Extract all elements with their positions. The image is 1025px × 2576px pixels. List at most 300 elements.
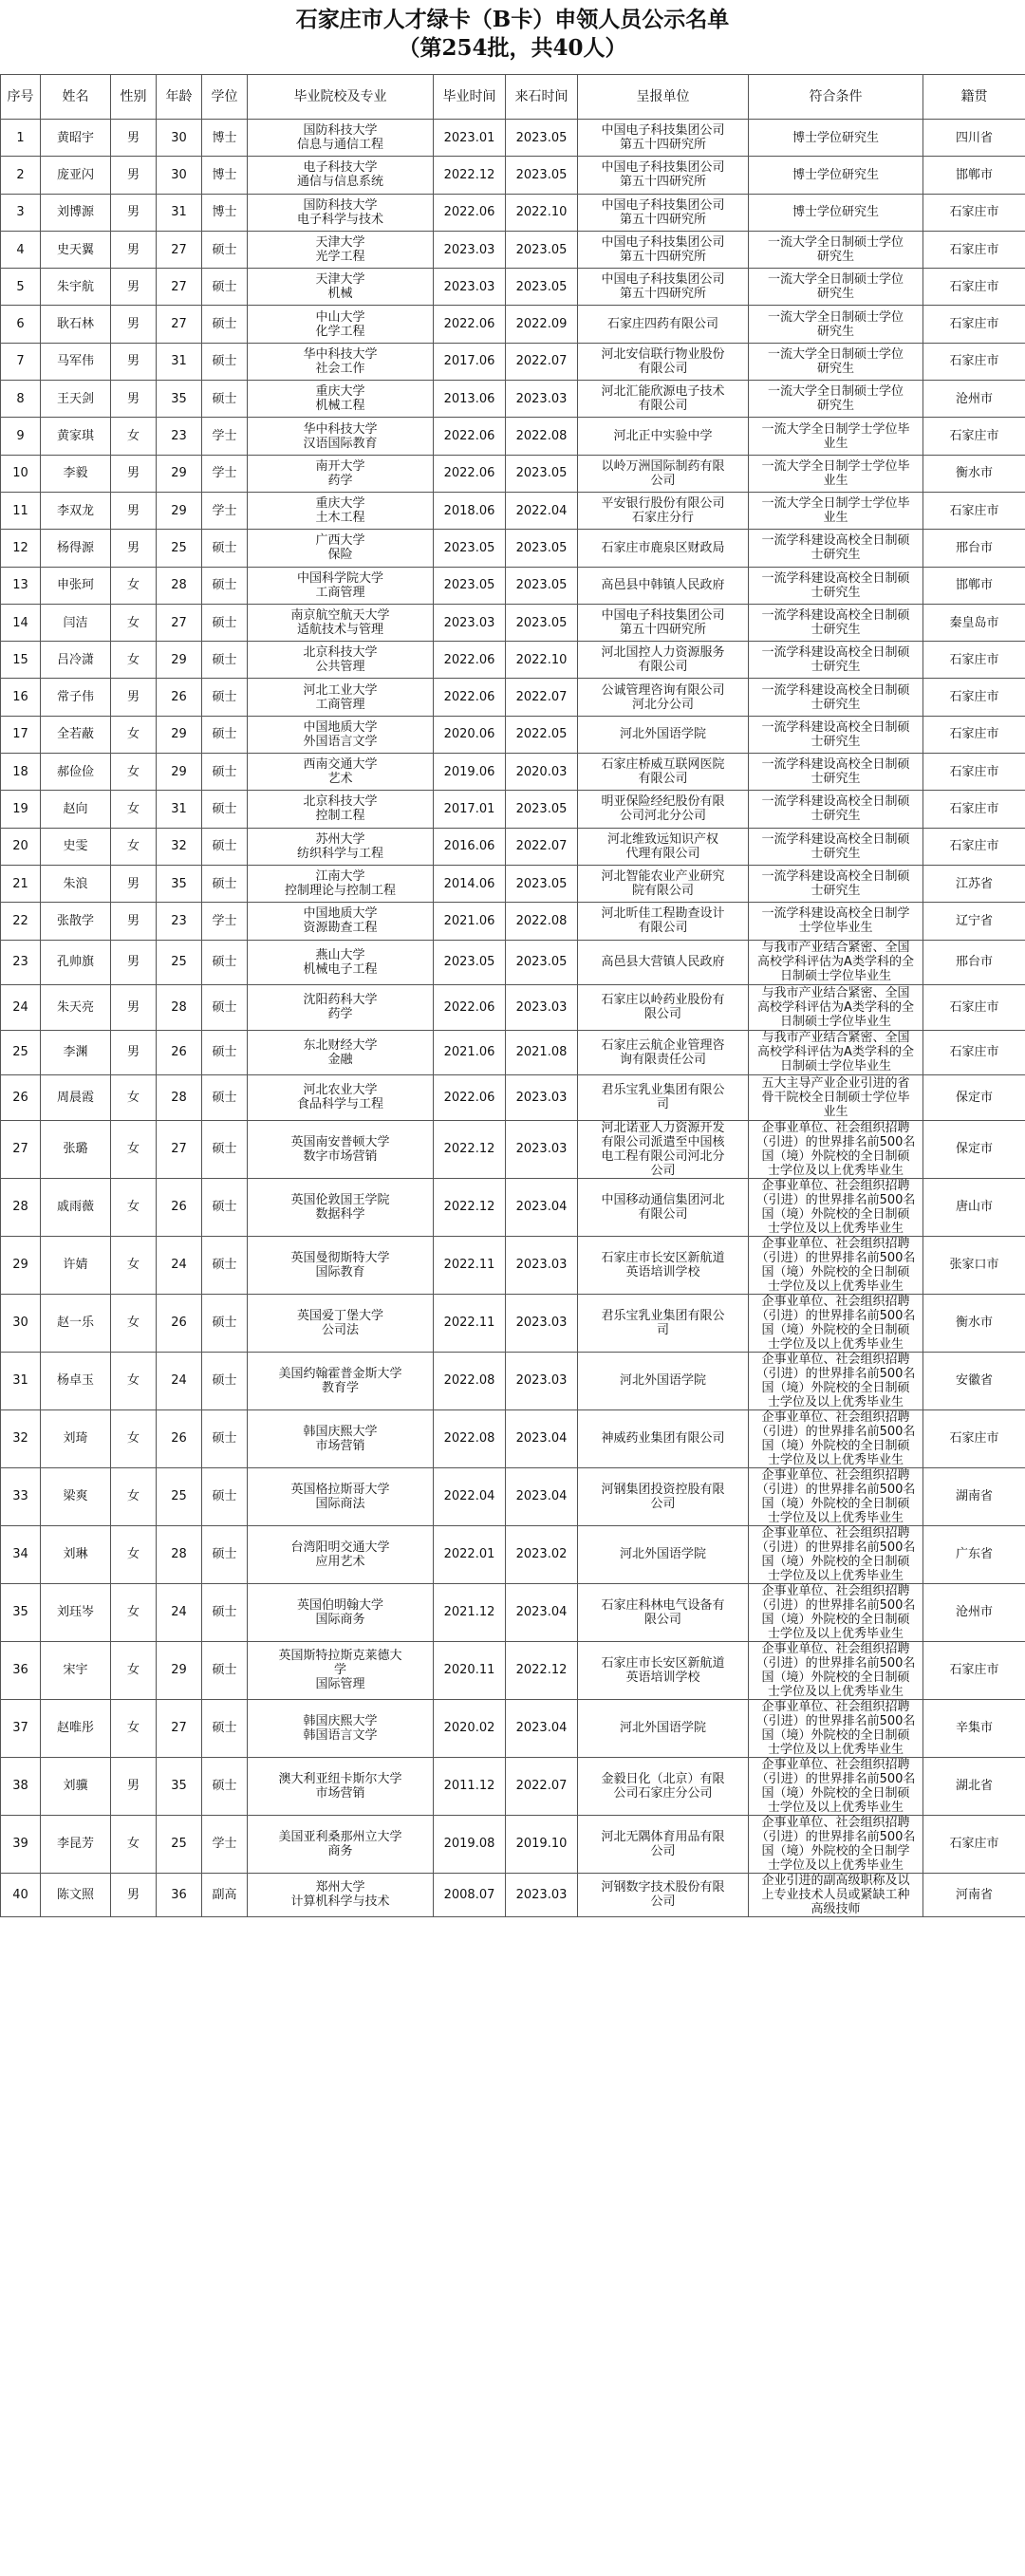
cell-condition: 一流大学全日制学士学位毕 业生 [749,455,923,492]
cell-arrive-date: 2022.07 [506,343,578,380]
cell-school: 英国南安普顿大学 数字市场营销 [248,1120,434,1178]
cell-no: 32 [1,1409,41,1467]
cell-unit: 石家庄云航企业管理咨 询有限责任公司 [578,1030,749,1075]
table-row [1,604,1025,641]
cell-condition: 企事业单位、社会组织招聘 （引进）的世界排名前500名 国（境）外院校的全日制硕 士学位及以上优秀毕业生 [749,1467,923,1525]
cell-sex: 男 [111,985,157,1031]
cell-arrive-date: 2023.03 [506,381,578,418]
cell-age: 28 [157,985,202,1031]
cell-condition: 一流大学全日制硕士学位 研究生 [749,343,923,380]
cell-school: 江南大学 控制理论与控制工程 [248,865,434,902]
cell-no: 15 [1,642,41,679]
cell-unit: 以岭万洲国际制药有限 公司 [578,455,749,492]
cell-no: 36 [1,1641,41,1699]
cell-no: 22 [1,903,41,940]
cell-condition: 与我市产业结合紧密、全国 高校学科评估为A类学科的全 日制硕士学位毕业生 [749,940,923,985]
cell-grad-date: 2018.06 [434,492,506,529]
cell-school: 河北工业大学 工商管理 [248,679,434,716]
cell-arrive-date: 2022.04 [506,492,578,529]
cell-sex: 男 [111,865,157,902]
cell-name: 孔帅旗 [41,940,111,985]
cell-grad-date: 2022.08 [434,1352,506,1409]
cell-unit: 石家庄科林电气设备有 限公司 [578,1583,749,1641]
cell-school: 华中科技大学 汉语国际教育 [248,418,434,455]
cell-condition: 企事业单位、社会组织招聘 （引进）的世界排名前500名 国（境）外院校的全日制硕 士学位及以上优秀毕业生 [749,1120,923,1178]
cell-condition: 一流学科建设高校全日制硕 士研究生 [749,865,923,902]
cell-age: 29 [157,492,202,529]
cell-origin: 唐山市 [923,1178,1025,1236]
cell-origin: 石家庄市 [923,754,1025,791]
cell-no: 10 [1,455,41,492]
cell-no: 33 [1,1467,41,1525]
cell-name: 史雯 [41,828,111,865]
cell-unit: 神威药业集团有限公司 [578,1409,749,1467]
cell-degree: 硕士 [202,381,248,418]
cell-arrive-date: 2023.05 [506,940,578,985]
cell-arrive-date: 2023.03 [506,1352,578,1409]
cell-degree: 硕士 [202,1075,248,1121]
cell-age: 31 [157,194,202,231]
cell-arrive-date: 2022.08 [506,418,578,455]
cell-degree: 硕士 [202,567,248,604]
cell-unit: 河北汇能欣源电子技术 有限公司 [578,381,749,418]
cell-grad-date: 2011.12 [434,1757,506,1815]
cell-degree: 博士 [202,120,248,157]
cell-sex: 女 [111,1075,157,1121]
cell-school: 韩国庆熙大学 韩国语言文学 [248,1699,434,1757]
cell-grad-date: 2022.06 [434,306,506,343]
cell-unit: 中国电子科技集团公司 第五十四研究所 [578,120,749,157]
cell-arrive-date: 2019.10 [506,1815,578,1873]
cell-age: 29 [157,455,202,492]
cell-grad-date: 2020.02 [434,1699,506,1757]
table-row [1,865,1025,902]
cell-name: 赵唯彤 [41,1699,111,1757]
cell-grad-date: 2017.06 [434,343,506,380]
cell-age: 25 [157,940,202,985]
cell-school: 南京航空航天大学 适航技术与管理 [248,604,434,641]
table-row [1,1757,1025,1815]
cell-name: 刘骥 [41,1757,111,1815]
cell-origin: 江苏省 [923,865,1025,902]
cell-origin: 石家庄市 [923,1641,1025,1699]
cell-grad-date: 2016.06 [434,828,506,865]
cell-name: 刘琦 [41,1409,111,1467]
cell-condition: 一流大学全日制硕士学位 研究生 [749,381,923,418]
cell-condition: 博士学位研究生 [749,120,923,157]
cell-grad-date: 2023.05 [434,940,506,985]
cell-name: 李毅 [41,455,111,492]
cell-school: 北京科技大学 公共管理 [248,642,434,679]
cell-name: 庞亚闪 [41,157,111,194]
cell-condition: 一流学科建设高校全日制硕 士研究生 [749,567,923,604]
cell-age: 26 [157,1178,202,1236]
cell-sex: 女 [111,828,157,865]
cell-degree: 硕士 [202,1409,248,1467]
cell-age: 24 [157,1583,202,1641]
cell-origin: 沧州市 [923,381,1025,418]
cell-age: 27 [157,1120,202,1178]
cell-name: 刘珏岑 [41,1583,111,1641]
cell-age: 31 [157,791,202,828]
cell-no: 8 [1,381,41,418]
cell-sex: 女 [111,1409,157,1467]
cell-degree: 硕士 [202,306,248,343]
cell-school: 重庆大学 机械工程 [248,381,434,418]
cell-sex: 男 [111,1757,157,1815]
table-row [1,1075,1025,1121]
cell-origin: 石家庄市 [923,269,1025,306]
table-row [1,642,1025,679]
cell-condition: 企事业单位、社会组织招聘 （引进）的世界排名前500名 国（境）外院校的全日制硕 士学位及以上优秀毕业生 [749,1294,923,1352]
cell-condition: 一流学科建设高校全日制硕 士研究生 [749,604,923,641]
cell-grad-date: 2020.11 [434,1641,506,1699]
cell-unit: 石家庄市长安区新航道 英语培训学校 [578,1236,749,1294]
cell-unit: 河钢集团投资控股有限 公司 [578,1467,749,1525]
cell-name: 周晨霞 [41,1075,111,1121]
cell-degree: 硕士 [202,828,248,865]
cell-school: 中国地质大学 外国语言文学 [248,716,434,753]
cell-school: 英国伯明翰大学 国际商务 [248,1583,434,1641]
cell-condition: 博士学位研究生 [749,194,923,231]
cell-grad-date: 2022.11 [434,1294,506,1352]
cell-degree: 硕士 [202,940,248,985]
cell-school: 英国斯特拉斯克莱德大 学 国际管理 [248,1641,434,1699]
table-row [1,903,1025,940]
cell-unit: 河北安信联行物业股份 有限公司 [578,343,749,380]
cell-origin: 石家庄市 [923,679,1025,716]
col-header-grad-date: 毕业时间 [434,75,506,120]
col-header-name: 姓名 [41,75,111,120]
cell-degree: 博士 [202,194,248,231]
cell-age: 27 [157,604,202,641]
cell-no: 6 [1,306,41,343]
cell-sex: 男 [111,940,157,985]
cell-condition: 一流大学全日制硕士学位 研究生 [749,231,923,268]
cell-origin: 湖南省 [923,1467,1025,1525]
cell-grad-date: 2022.01 [434,1525,506,1583]
cell-name: 全若蔽 [41,716,111,753]
cell-unit: 河北无隅体育用品有限 公司 [578,1815,749,1873]
cell-no: 27 [1,1120,41,1178]
cell-sex: 男 [111,492,157,529]
cell-no: 34 [1,1525,41,1583]
cell-name: 梁爽 [41,1467,111,1525]
title-line-2: （第254批，共40人） [398,35,627,61]
cell-sex: 女 [111,1178,157,1236]
cell-age: 26 [157,1409,202,1467]
cell-origin: 石家庄市 [923,828,1025,865]
cell-origin: 四川省 [923,120,1025,157]
cell-condition: 企事业单位、社会组织招聘 （引进）的世界排名前500名 国（境）外院校的全日制硕 士学位及以上优秀毕业生 [749,1236,923,1294]
cell-age: 35 [157,865,202,902]
cell-degree: 硕士 [202,231,248,268]
table-row [1,1352,1025,1409]
cell-no: 29 [1,1236,41,1294]
cell-grad-date: 2008.07 [434,1873,506,1916]
cell-age: 29 [157,1641,202,1699]
cell-condition: 企事业单位、社会组织招聘 （引进）的世界排名前500名 国（境）外院校的全日制硕 士学位及以上优秀毕业生 [749,1699,923,1757]
cell-name: 宋宇 [41,1641,111,1699]
cell-name: 申张珂 [41,567,111,604]
cell-origin: 广东省 [923,1525,1025,1583]
cell-no: 24 [1,985,41,1031]
col-header-school: 毕业院校及专业 [248,75,434,120]
cell-no: 13 [1,567,41,604]
cell-arrive-date: 2022.10 [506,194,578,231]
cell-name: 朱宇航 [41,269,111,306]
cell-degree: 学士 [202,1815,248,1873]
cell-origin: 石家庄市 [923,791,1025,828]
cell-sex: 男 [111,530,157,567]
cell-degree: 硕士 [202,985,248,1031]
cell-no: 5 [1,269,41,306]
cell-age: 25 [157,530,202,567]
table-header-row [1,75,1025,120]
cell-no: 19 [1,791,41,828]
cell-arrive-date: 2023.05 [506,120,578,157]
table-row [1,1525,1025,1583]
cell-arrive-date: 2023.03 [506,1075,578,1121]
cell-no: 2 [1,157,41,194]
cell-arrive-date: 2023.05 [506,530,578,567]
cell-unit: 河北诺亚人力资源开发 有限公司派遣至中国核 电工程有限公司河北分 公司 [578,1120,749,1178]
cell-grad-date: 2022.06 [434,642,506,679]
cell-origin: 邢台市 [923,940,1025,985]
cell-origin: 石家庄市 [923,343,1025,380]
cell-name: 史天翼 [41,231,111,268]
cell-name: 黄家琪 [41,418,111,455]
cell-condition: 博士学位研究生 [749,157,923,194]
table-row [1,567,1025,604]
cell-degree: 硕士 [202,754,248,791]
cell-name: 刘博源 [41,194,111,231]
cell-arrive-date: 2023.05 [506,865,578,902]
cell-school: 英国格拉斯哥大学 国际商法 [248,1467,434,1525]
col-header-condition: 符合条件 [749,75,923,120]
cell-age: 36 [157,1873,202,1916]
cell-origin: 石家庄市 [923,985,1025,1031]
cell-unit: 高邑县大营镇人民政府 [578,940,749,985]
cell-condition: 企事业单位、社会组织招聘 （引进）的世界排名前500名 国（境）外院校的全日制硕 士学位及以上优秀毕业生 [749,1409,923,1467]
cell-no: 23 [1,940,41,985]
cell-degree: 硕士 [202,1467,248,1525]
cell-sex: 女 [111,791,157,828]
cell-condition: 一流大学全日制硕士学位 研究生 [749,269,923,306]
cell-no: 28 [1,1178,41,1236]
cell-arrive-date: 2023.05 [506,567,578,604]
table-row [1,455,1025,492]
cell-unit: 高邑县中韩镇人民政府 [578,567,749,604]
cell-no: 38 [1,1757,41,1815]
cell-condition: 五大主导产业企业引进的省 骨干院校全日制硕士学位毕 业生 [749,1075,923,1121]
cell-arrive-date: 2022.07 [506,1757,578,1815]
cell-grad-date: 2022.12 [434,1120,506,1178]
cell-name: 耿石林 [41,306,111,343]
cell-no: 1 [1,120,41,157]
cell-grad-date: 2022.06 [434,455,506,492]
applicant-table [0,74,1025,1917]
cell-no: 12 [1,530,41,567]
cell-age: 23 [157,418,202,455]
cell-degree: 硕士 [202,1699,248,1757]
cell-arrive-date: 2023.04 [506,1699,578,1757]
cell-grad-date: 2017.01 [434,791,506,828]
cell-degree: 硕士 [202,343,248,380]
cell-unit: 中国电子科技集团公司 第五十四研究所 [578,157,749,194]
cell-age: 30 [157,120,202,157]
cell-name: 吕冷潇 [41,642,111,679]
cell-age: 24 [157,1236,202,1294]
cell-condition: 一流学科建设高校全日制硕 士研究生 [749,679,923,716]
cell-origin: 邯郸市 [923,157,1025,194]
cell-arrive-date: 2022.09 [506,306,578,343]
page-title [0,0,1025,70]
cell-grad-date: 2022.06 [434,1075,506,1121]
cell-name: 刘琳 [41,1525,111,1583]
cell-origin: 辛集市 [923,1699,1025,1757]
cell-arrive-date: 2023.02 [506,1525,578,1583]
cell-origin: 沧州市 [923,1583,1025,1641]
cell-unit: 中国电子科技集团公司 第五十四研究所 [578,231,749,268]
cell-age: 29 [157,716,202,753]
table-row [1,306,1025,343]
cell-unit: 河北外国语学院 [578,1352,749,1409]
col-header-degree: 学位 [202,75,248,120]
cell-condition: 一流大学全日制学士学位毕 业生 [749,418,923,455]
cell-grad-date: 2013.06 [434,381,506,418]
cell-degree: 硕士 [202,865,248,902]
cell-school: 台湾阳明交通大学 应用艺术 [248,1525,434,1583]
cell-age: 35 [157,1757,202,1815]
cell-name: 常子伟 [41,679,111,716]
cell-degree: 学士 [202,492,248,529]
cell-origin: 保定市 [923,1075,1025,1121]
cell-sex: 男 [111,903,157,940]
cell-grad-date: 2021.06 [434,1030,506,1075]
cell-name: 闫洁 [41,604,111,641]
cell-condition: 企事业单位、社会组织招聘 （引进）的世界排名前500名 国（境）外院校的全日制硕 士学位及以上优秀毕业生 [749,1525,923,1583]
cell-name: 李渊 [41,1030,111,1075]
cell-school: 南开大学 药学 [248,455,434,492]
cell-arrive-date: 2023.05 [506,604,578,641]
cell-name: 张璐 [41,1120,111,1178]
cell-degree: 硕士 [202,1525,248,1583]
cell-no: 37 [1,1699,41,1757]
cell-no: 14 [1,604,41,641]
cell-arrive-date: 2023.05 [506,157,578,194]
cell-school: 沈阳药科大学 药学 [248,985,434,1031]
cell-age: 26 [157,1030,202,1075]
cell-condition: 企事业单位、社会组织招聘 （引进）的世界排名前500名 国（境）外院校的全日制学 士学位及以上优秀毕业生 [749,1815,923,1873]
cell-arrive-date: 2022.07 [506,679,578,716]
cell-grad-date: 2023.03 [434,231,506,268]
table-row [1,985,1025,1031]
cell-condition: 一流学科建设高校全日制硕 士研究生 [749,754,923,791]
cell-school: 英国爱丁堡大学 公司法 [248,1294,434,1352]
cell-name: 李昆芳 [41,1815,111,1873]
cell-no: 11 [1,492,41,529]
cell-school: 燕山大学 机械电子工程 [248,940,434,985]
cell-no: 18 [1,754,41,791]
cell-condition: 一流学科建设高校全日制硕 士研究生 [749,828,923,865]
cell-condition: 企业引进的副高级职称及以 上专业技术人员或紧缺工种 高级技师 [749,1873,923,1916]
cell-unit: 金毅日化（北京）有限 公司石家庄分公司 [578,1757,749,1815]
table-row [1,343,1025,380]
cell-degree: 硕士 [202,1236,248,1294]
cell-sex: 女 [111,1352,157,1409]
cell-no: 16 [1,679,41,716]
cell-unit: 中国电子科技集团公司 第五十四研究所 [578,604,749,641]
cell-grad-date: 2019.08 [434,1815,506,1873]
cell-age: 32 [157,828,202,865]
cell-no: 20 [1,828,41,865]
cell-name: 王天剑 [41,381,111,418]
cell-sex: 女 [111,604,157,641]
cell-grad-date: 2021.12 [434,1583,506,1641]
cell-degree: 硕士 [202,1641,248,1699]
cell-origin: 石家庄市 [923,492,1025,529]
cell-age: 23 [157,903,202,940]
cell-origin: 秦皇岛市 [923,604,1025,641]
cell-age: 27 [157,1699,202,1757]
cell-grad-date: 2022.06 [434,418,506,455]
cell-origin: 张家口市 [923,1236,1025,1294]
cell-age: 27 [157,306,202,343]
cell-degree: 副高 [202,1873,248,1916]
cell-degree: 硕士 [202,716,248,753]
cell-origin: 石家庄市 [923,194,1025,231]
cell-school: 澳大利亚纽卡斯尔大学 市场营销 [248,1757,434,1815]
cell-name: 李双龙 [41,492,111,529]
cell-unit: 中国电子科技集团公司 第五十四研究所 [578,269,749,306]
cell-no: 17 [1,716,41,753]
table-row [1,754,1025,791]
cell-sex: 女 [111,642,157,679]
cell-unit: 河北外国语学院 [578,716,749,753]
cell-school: 天津大学 光学工程 [248,231,434,268]
cell-sex: 男 [111,269,157,306]
cell-arrive-date: 2023.03 [506,1236,578,1294]
cell-name: 朱天亮 [41,985,111,1031]
col-header-sex: 性别 [111,75,157,120]
cell-unit: 君乐宝乳业集团有限公 司 [578,1294,749,1352]
cell-grad-date: 2023.03 [434,269,506,306]
cell-origin: 河南省 [923,1873,1025,1916]
cell-unit: 河北外国语学院 [578,1525,749,1583]
cell-condition: 企事业单位、社会组织招聘 （引进）的世界排名前500名 国（境）外院校的全日制硕 士学位及以上优秀毕业生 [749,1583,923,1641]
cell-sex: 女 [111,1699,157,1757]
cell-age: 28 [157,1525,202,1583]
cell-grad-date: 2022.12 [434,157,506,194]
cell-grad-date: 2023.03 [434,604,506,641]
cell-arrive-date: 2023.04 [506,1467,578,1525]
cell-no: 3 [1,194,41,231]
cell-school: 重庆大学 土木工程 [248,492,434,529]
cell-condition: 企事业单位、社会组织招聘 （引进）的世界排名前500名 国（境）外院校的全日制硕 士学位及以上优秀毕业生 [749,1757,923,1815]
table-row [1,1699,1025,1757]
cell-sex: 男 [111,194,157,231]
cell-grad-date: 2022.06 [434,194,506,231]
cell-unit: 石家庄市鹿泉区财政局 [578,530,749,567]
cell-origin: 邢台市 [923,530,1025,567]
cell-unit: 石家庄桥威互联网医院 有限公司 [578,754,749,791]
cell-sex: 男 [111,1030,157,1075]
cell-arrive-date: 2020.03 [506,754,578,791]
cell-sex: 女 [111,418,157,455]
cell-name: 马军伟 [41,343,111,380]
cell-age: 25 [157,1467,202,1525]
